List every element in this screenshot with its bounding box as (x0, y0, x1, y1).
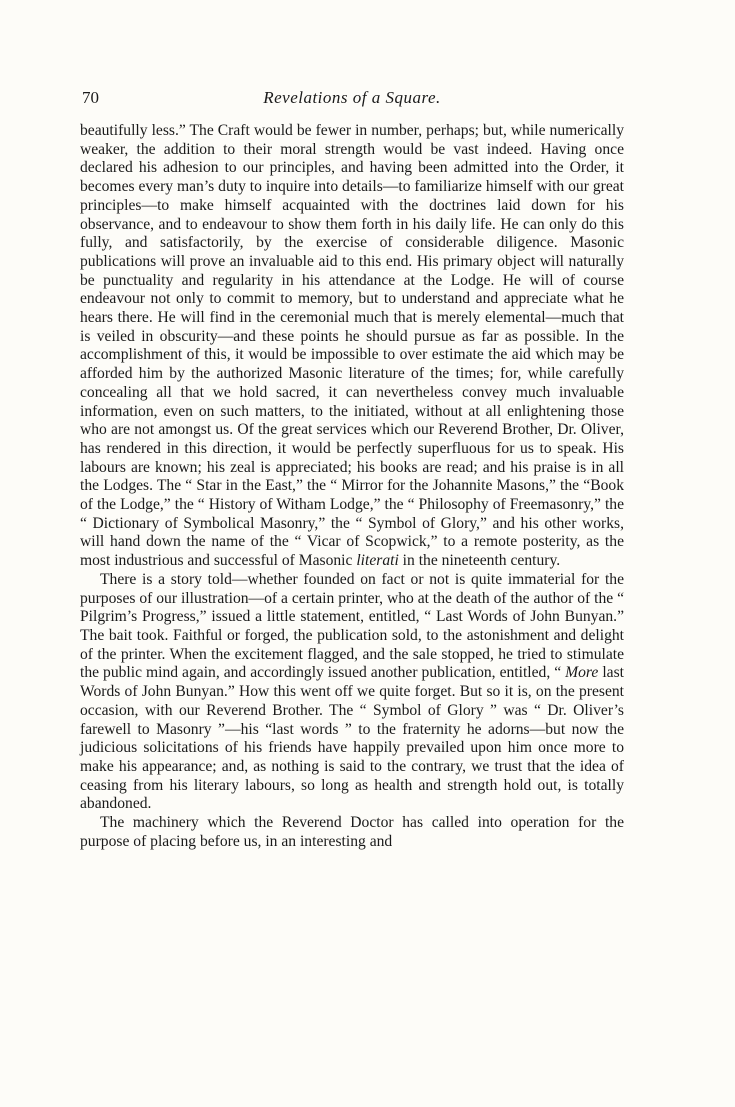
paragraph-2-italic: More (565, 664, 599, 682)
paragraph-3-text: The machinery which the Reverend Doctor has called into operation for the purpose of placing before us, in an interesting and (80, 814, 624, 850)
body-text (80, 122, 624, 851)
running-head (82, 88, 622, 112)
paragraph-1-italic: literati (356, 552, 399, 570)
running-title: Revelations of a Square. (263, 88, 441, 107)
page-number: 70 (82, 88, 99, 107)
paragraph-3 (80, 814, 624, 851)
paragraph-2-text-end: last Words of John Bunyan.” How this went off we quite forget. But so it is, on the present occasion, with our Reverend Brother. The “ Symbol of Glory ” was “ Dr. Oliver’s farewell to Masonry ”—his “last words ” to the fraternity he adorns—but now the judicious solicitations of his friends have happily prevailed upon him once more to make his appearance; and, as nothing is said to the contrary, we trust that the idea of ceasing from his literary labours, so long as health and strength hold out, is totally abandoned. (80, 664, 624, 813)
paragraph-2 (80, 571, 624, 814)
paragraph-1-text: beautifully less.” The Craft would be fewer in number, perhaps; but, while numerically weaker, the addition to their moral strength would be vast indeed. Having once declared his adhesion to our principles, and having been admitted into the Order, it becomes every man’s duty to inquire into details—to familiarize himself with our great principles—to make himself acquainted with the doctrines laid down for his observance, and to endeavour to show them forth in his daily life. He can only do this fully, and satisfactorily, by the exercise of considerable diligence. Masonic publications will prove an invaluable aid to this end. His primary object will naturally be punctuality and regularity in his attendance at the Lodge. He will of course endeavour not only to commit to memory, but to understand and appreciate what he hears there. He will find in the ceremonial much that is merely elemental—much that is veiled in obscurity—and these points he should pursue as far as possible. In the accomplishment of this, it would be impossible to over estimate the aid which may be afforded him by the authorized Masonic literature of the times; for, while carefully concealing all that we hold sacred, it can nevertheless convey much invaluable information, even on such matters, to the initiated, without at all enlightening those who are not amongst us. Of the great services which our Reverend Brother, Dr. Oliver, has rendered in this direction, it would be perfectly superfluous for us to speak. His labours are known; his zeal is appreciated; his books are read; and his praise is in all the Lodges. The “ Star in the East,” the “ Mirror for the Johannite Masons,” the “Book of the Lodge,” the “ History of Witham Lodge,” the “ Philosophy of Freemasonry,” the “ Dictionary of Symbolical Masonry,” the “ Symbol of Glory,” and his other works, will hand down the name of the “ Vicar of Scopwick,” to a remote posterity, as the most industrious and successful of Masonic (80, 122, 624, 570)
paragraph-1-text-end: in the nineteenth century. (398, 552, 561, 570)
paragraph-1 (80, 122, 624, 571)
paragraph-2-text: There is a story told—whether founded on fact or not is quite immaterial for the purposes of our illustration—of a certain printer, who at the death of the author of the “ Pilgrim’s Progress,” issued a little statement, entitled, “ Last Words of John Bunyan.” The bait took. Faithful or forged, the publication sold, to the astonishment and delight of the printer. When the excitement flagged, and the sale stopped, he tried to stimulate the public mind again, and accordingly issued another publication, entitled, “ (80, 570, 624, 682)
